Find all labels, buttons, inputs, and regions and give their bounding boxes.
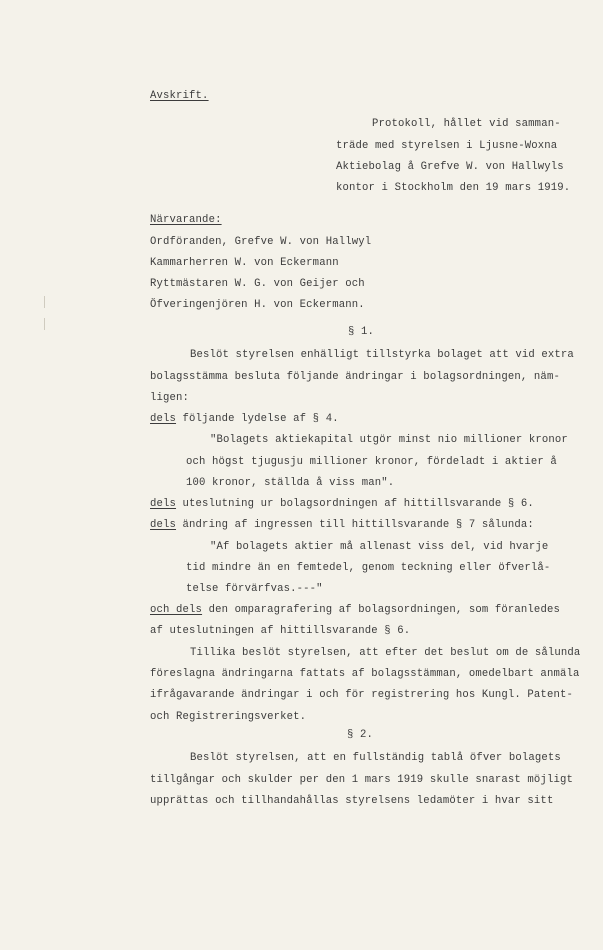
dels-word: och dels xyxy=(150,604,203,616)
quote-line: och högst tjugusju millioner kronor, fördeladt i aktier å xyxy=(186,456,557,468)
dels-word: dels xyxy=(150,413,177,425)
section-1-text: föreslagna ändringarna fattats af bolagsstämman, omedelbart anmäla xyxy=(150,668,580,680)
quote-line: "Bolagets aktiekapital utgör minst nio millioner kronor xyxy=(210,434,568,446)
quote-line: tid mindre än en femtedel, genom teckning eller öfverlå- xyxy=(186,562,551,574)
section-1-text: och Registreringsverket. xyxy=(150,711,307,723)
section-2-text: tillgångar och skulder per den 1 mars 1919 skulle snarast möjligt xyxy=(150,774,573,786)
document-title: Avskrift. xyxy=(150,90,209,102)
attendee-name: Öfveringenjören H. von Eckermann. xyxy=(150,299,365,311)
margin-mark xyxy=(44,318,53,330)
dels-text: den omparagrafering af bolagsordningen, som föranledes xyxy=(202,604,560,616)
attendee-name: Ryttmästaren W. G. von Geijer och xyxy=(150,278,365,290)
attendee-name: Kammarherren W. von Eckermann xyxy=(150,257,339,269)
section-1-heading: § 1. xyxy=(348,326,375,338)
dels-text: ändring af ingressen till hittillsvarande § 7 sålunda: xyxy=(176,519,534,531)
protocol-line: kontor i Stockholm den 19 mars 1919. xyxy=(336,182,571,194)
protocol-line: Aktiebolag å Grefve W. von Hallwyls xyxy=(336,161,564,173)
section-1-text: Beslöt styrelsen enhälligt tillstyrka bolaget att vid extra xyxy=(190,349,574,361)
dels-text: följande lydelse af § 4. xyxy=(176,413,339,425)
section-2-text: Beslöt styrelsen, att en fullständig tablå öfver bolagets xyxy=(190,752,561,764)
section-2-heading: § 2. xyxy=(347,729,374,741)
dels-text: uteslutning ur bolagsordningen af hittillsvarande § 6. xyxy=(176,498,534,510)
section-1-text: ifrågavarande ändringar i och för registrering hos Kungl. Patent- xyxy=(150,689,573,701)
quote-line: telse förvärfvas.---" xyxy=(186,583,323,595)
dels-line xyxy=(150,605,560,616)
protocol-line: träde med styrelsen i Ljusne-Woxna xyxy=(336,140,558,152)
attendees-heading: Närvarande: xyxy=(150,214,222,226)
protocol-line: Protokoll, hållet vid samman- xyxy=(372,118,561,130)
dels-line xyxy=(150,499,534,510)
section-2-text: upprättas och tillhandahållas styrelsens ledamöter i hvar sitt xyxy=(150,795,554,807)
dels-line-continued: af uteslutningen af hittillsvarande § 6. xyxy=(150,625,411,637)
dels-line xyxy=(150,520,534,531)
section-1-text: Tillika beslöt styrelsen, att efter det beslut om de sålunda xyxy=(190,647,581,659)
section-1-text: bolagsstämma besluta följande ändringar i bolagsordningen, näm- xyxy=(150,371,560,383)
attendee-name: Ordföranden, Grefve W. von Hallwyl xyxy=(150,236,372,248)
margin-mark xyxy=(44,296,53,308)
quote-line: "Af bolagets aktier må allenast viss del, vid hvarje xyxy=(210,541,549,553)
quote-line: 100 kronor, ställda å viss man". xyxy=(186,477,395,489)
dels-word: dels xyxy=(150,519,177,531)
dels-line xyxy=(150,414,339,425)
section-1-text: ligen: xyxy=(150,392,190,404)
dels-word: dels xyxy=(150,498,177,510)
